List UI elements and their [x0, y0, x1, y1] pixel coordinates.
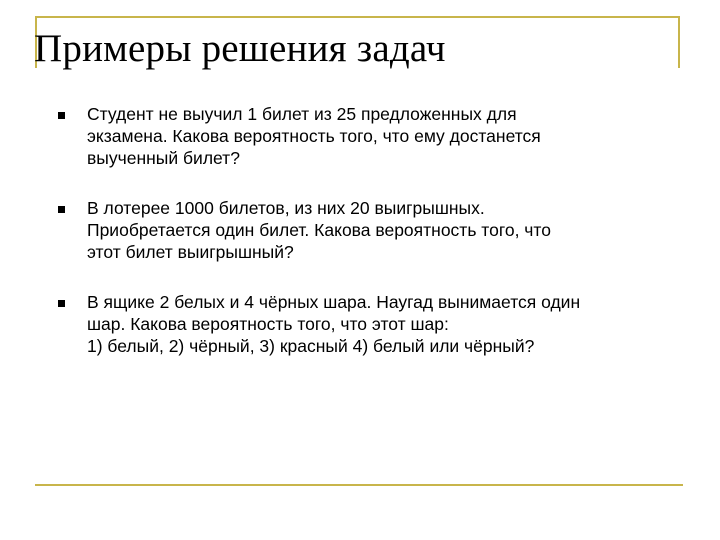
problem-text-2: В лотерее 1000 билетов, из них 20 выигрышных. Приобретается один билет. Какова вероятность того, что этот билет выигрышный? — [87, 198, 551, 262]
square-bullet-icon — [58, 300, 65, 307]
slide-title: Примеры решения задач — [34, 27, 446, 70]
problem-item-2 — [55, 197, 665, 263]
problem-text-3: В ящике 2 белых и 4 чёрных шара. Наугад вынимается один шар. Какова вероятность того, что этот шар: 1) белый, 2) чёрный, 3) красный 4) белый или чёрный? — [87, 292, 581, 356]
frame-right-line — [678, 16, 680, 68]
problem-text-1: Студент не выучил 1 билет из 25 предложенных для экзамена. Какова вероятность того, что ему достанется выученный билет? — [87, 104, 541, 168]
frame-top-line — [35, 16, 680, 18]
square-bullet-icon — [58, 206, 65, 213]
square-bullet-icon — [58, 112, 65, 119]
problem-item-1 — [55, 103, 665, 169]
problem-list — [55, 103, 665, 385]
frame-bottom-line — [35, 484, 683, 486]
problem-item-3 — [55, 291, 665, 357]
